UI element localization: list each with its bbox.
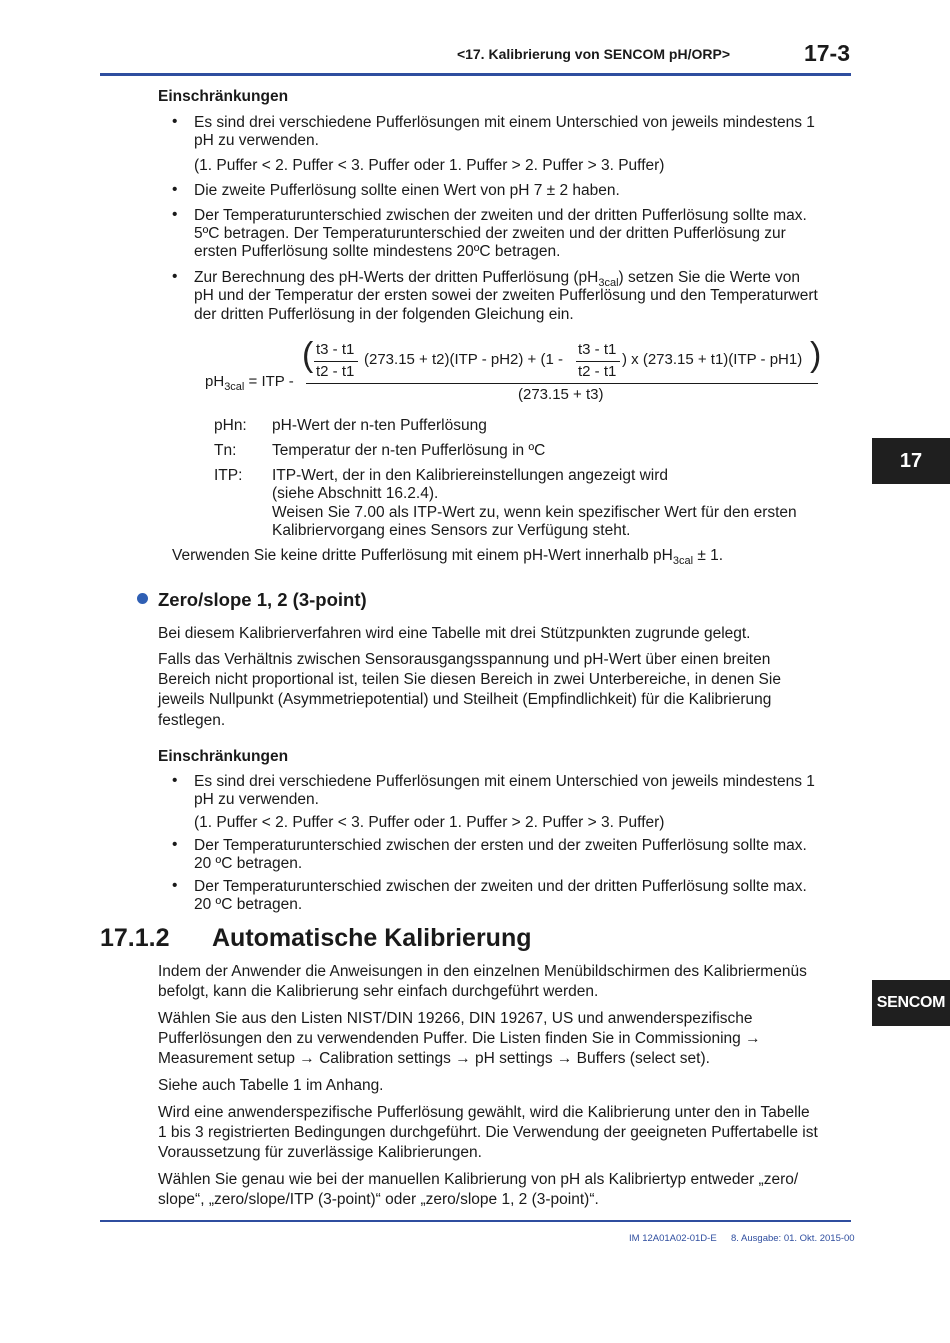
zero-slope-para-2a: Falls das Verhältnis zwischen Sensorausgangsspannung und pH-Wert über einen breiten — [158, 651, 771, 668]
bullet-marker: • — [172, 113, 178, 130]
restrictions-heading-1: Einschränkungen — [158, 88, 289, 105]
auto-cal-para-4b: 1 bis 3 registrierten Bedingungen durchgeführt. Die Verwendung der geeigneten Puffertabelle ist — [158, 1124, 818, 1141]
def-text-phn: pH-Wert der n-ten Pufferlösung — [272, 417, 487, 434]
auto-cal-para-2a: Wählen Sie aus den Listen NIST/DIN 19266, DIN 19267, US und anwenderspezifische — [158, 1010, 753, 1027]
zero-slope-para-2c: jeweils Nullpunkt (Asymmetriepotential) und Steilheit (Empfindlichkeit) für die Kalibrierung — [158, 691, 772, 708]
restriction-b3-line-a: Der Temperaturunterschied zwischen der zweiten und der dritten Pufferlösung sollte max. — [194, 878, 807, 895]
def-text-tn: Temperatur der n-ten Pufferlösung in ºC — [272, 442, 546, 459]
formula-frac2-line — [576, 361, 620, 362]
auto-cal-para-1b: befolgt, kann die Kalibrierung sehr einfach durchgeführt werden. — [158, 983, 599, 1000]
section-title: Automatische Kalibrierung — [212, 924, 532, 952]
auto-cal-para-5a: Wählen Sie genau wie bei der manuellen Kalibrierung von pH als Kalibriertyp entweder „zero/ — [158, 1171, 799, 1188]
restriction-1-line-a: Es sind drei verschiedene Pufferlösungen mit einem Unterschied von jeweils mindestens 1 — [194, 114, 815, 131]
section-bullet-dot — [137, 593, 148, 604]
bullet-marker: • — [172, 181, 178, 198]
def-text-itp-c: Weisen Sie 7.00 als ITP-Wert zu, wenn kein spezifischer Wert für den ersten — [272, 504, 797, 521]
formula-frac1-bottom: t2 - t1 — [316, 363, 355, 380]
formula-num-end: ) x (273.15 + t1)(ITP - pH1) — [622, 351, 803, 368]
def-term-itp: ITP: — [214, 467, 243, 484]
restriction-b2-line-b: 20 ºC betragen. — [194, 855, 303, 872]
auto-cal-para-2b: Pufferlösungen den zu verwendenden Puffer. Die Listen finden Sie in Commissioning → — [158, 1030, 761, 1047]
bullet-marker: • — [172, 206, 178, 223]
def-term-phn: pHn: — [214, 417, 247, 434]
running-header-title: <17. Kalibrierung von SENCOM pH/ORP> — [456, 46, 730, 62]
formula-main-fraction-line — [306, 383, 818, 384]
zero-slope-para-1: Bei diesem Kalibrierverfahren wird eine Tabelle mit drei Stützpunkten zugrunde gelegt. — [158, 625, 751, 642]
restrictions-heading-2: Einschränkungen — [158, 748, 289, 765]
restriction-b3-line-b: 20 ºC betragen. — [194, 896, 303, 913]
header-rule — [100, 73, 851, 76]
formula-frac1-top: t3 - t1 — [316, 341, 355, 358]
zero-slope-para-2b: Bereich nicht proportional ist, teilen Sie diesen Bereich in zwei Unterbereiche, in denen Sie — [158, 671, 781, 688]
bullet-marker: • — [172, 772, 178, 789]
page-number: 17-3 — [803, 40, 850, 66]
auto-cal-para-4a: Wird eine anwenderspezifische Pufferlösung gewählt, wird die Kalibrierung unter den in Tabelle — [158, 1104, 810, 1121]
auto-cal-para-1a: Indem der Anwender die Anweisungen in den einzelnen Menübildschirmen des Kalibriermenüs — [158, 963, 807, 980]
footer-doc-number: IM 12A01A02-01D-E — [629, 1233, 717, 1244]
chapter-tab: 17 — [872, 438, 950, 484]
restriction-3-line-c: ersten Pufferlösung sollte mindestens 20ºC betragen. — [194, 243, 561, 260]
auto-cal-para-3: Siehe auch Tabelle 1 im Anhang. — [158, 1077, 384, 1094]
def-text-itp-d: Kalibriervorgang eines Sensors zur Verfügung steht. — [272, 522, 631, 539]
zero-slope-heading: Zero/slope 1, 2 (3-point) — [158, 589, 367, 610]
restriction-1-line-b: pH zu verwenden. — [194, 132, 319, 149]
restriction-b2-line-a: Der Temperaturunterschied zwischen der ersten und der zweiten Pufferlösung sollte max. — [194, 837, 807, 854]
auto-cal-para-5b: slope“, „zero/slope/ITP (3-point)“ oder „zero/slope 1, 2 (3-point)“. — [158, 1191, 599, 1208]
restriction-3-line-b: 5ºC betragen. Der Temperaturunterschied der zweiten und der dritten Pufferlösung zur — [194, 225, 786, 242]
zero-slope-para-2d: festlegen. — [158, 712, 226, 729]
def-term-tn: Tn: — [214, 442, 237, 459]
footer-rule — [100, 1220, 851, 1222]
formula-frac2-top: t3 - t1 — [578, 341, 617, 358]
restriction-3-line-a: Der Temperaturunterschied zwischen der zweiten und der dritten Pufferlösung sollte max. — [194, 207, 807, 224]
formula-denominator: (273.15 + t3) — [518, 386, 604, 403]
def-text-itp-a: ITP-Wert, der in den Kalibriereinstellungen angezeigt wird — [272, 467, 669, 484]
auto-cal-para-2c: Measurement setup → Calibration settings → pH settings → Buffers (select set). — [158, 1050, 710, 1067]
restriction-b1-line-a: Es sind drei verschiedene Pufferlösungen mit einem Unterschied von jeweils mindestens 1 — [194, 773, 815, 790]
footer-edition: 8. Ausgabe: 01. Okt. 2015-00 — [731, 1233, 855, 1244]
bullet-marker: • — [172, 836, 178, 853]
formula-close-paren: ) — [810, 336, 822, 374]
formula-lhs: $pH_{3cal}$ = ITP - — [205, 373, 294, 393]
restriction-2: Die zweite Pufferlösung sollte einen Wert von pH 7 ± 2 haben. — [194, 182, 620, 199]
bullet-marker: • — [172, 268, 178, 285]
restriction-b1-line-c: (1. Puffer < 2. Puffer < 3. Puffer oder 1. Puffer > 2. Puffer > 3. Puffer) — [194, 814, 665, 831]
formula-open-paren: ( — [302, 336, 314, 374]
third-buffer-note: Verwenden Sie keine dritte Pufferlösung mit einem pH-Wert innerhalb $pH_{3cal} \pm 1$. — [172, 547, 724, 567]
formula-frac1-line — [314, 361, 358, 362]
bullet-marker: • — [172, 877, 178, 894]
restriction-4-line-c: der dritten Pufferlösung in der folgenden Gleichung ein. — [194, 306, 574, 323]
section-number: 17.1.2 — [100, 924, 170, 952]
product-tab: SENCOM — [872, 980, 950, 1026]
restriction-4-line-b: pH und der Temperatur der ersten sowei der zweiten Pufferlösung und den Temperaturwert — [194, 287, 818, 304]
restriction-b1-line-b: pH zu verwenden. — [194, 791, 319, 808]
auto-cal-para-4c: Voraussetzung für zuverlässige Kalibrierungen. — [158, 1144, 482, 1161]
restriction-1-line-c: (1. Puffer < 2. Puffer < 3. Puffer oder 1. Puffer > 2. Puffer > 3. Puffer) — [194, 157, 665, 174]
def-text-itp-b: (siehe Abschnitt 16.2.4). — [272, 485, 439, 502]
formula-num-middle: (273.15 + t2)(ITP - pH2) + (1 - — [364, 351, 563, 368]
restriction-4-line-a: Zur Berechnung des pH-Werts der dritten Pufferlösung $(pH_{3cal})$ setzen Sie die Werte von — [194, 269, 801, 289]
formula-frac2-bottom: t2 - t1 — [578, 363, 617, 380]
